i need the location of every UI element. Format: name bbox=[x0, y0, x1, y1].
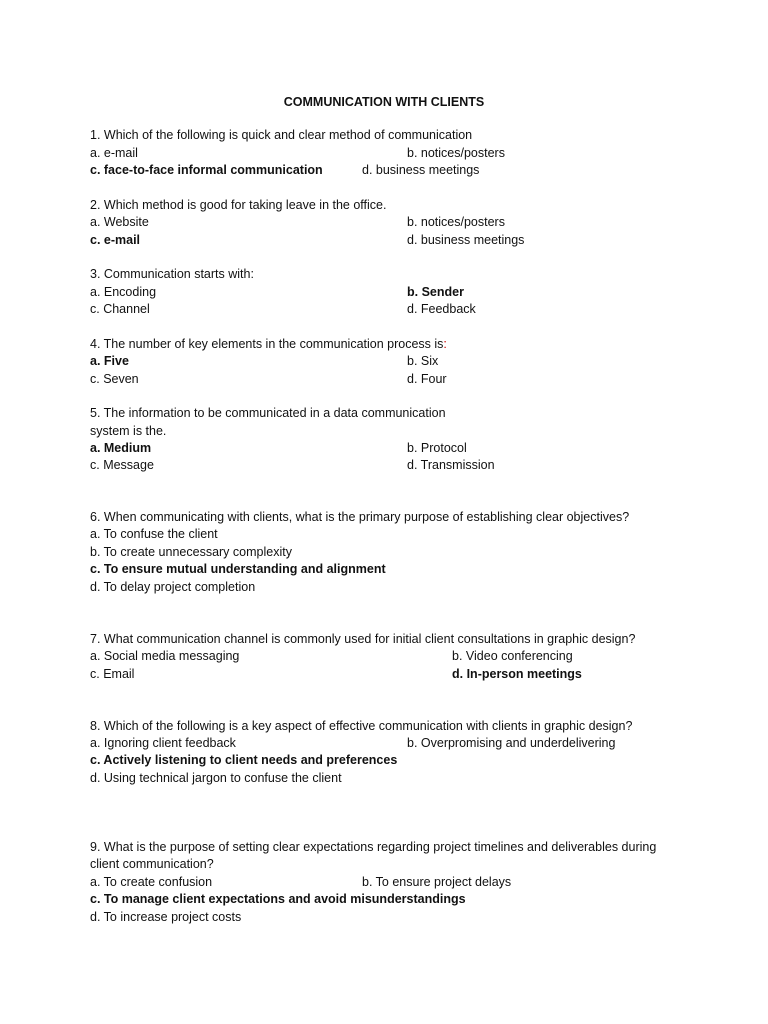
q4-question: 4. The number of key elements in the communication process is bbox=[90, 337, 444, 351]
q3-option-b: b. Sender bbox=[407, 285, 464, 299]
q7-option-b: b. Video conferencing bbox=[452, 649, 573, 663]
q4-option-b: b. Six bbox=[407, 354, 439, 368]
document-title: COMMUNICATION WITH CLIENTS bbox=[283, 95, 485, 109]
q1-option-a: a. e-mail bbox=[90, 146, 138, 160]
q7-question: 7. What communication channel is commonly used for initial client consultations in graphic design? bbox=[90, 632, 636, 646]
q4-option-d: d. Four bbox=[407, 372, 447, 386]
q9-option-c: c. To manage client expectations and avoid misunderstandings bbox=[90, 892, 466, 906]
q5-option-a: a. Medium bbox=[90, 441, 152, 455]
q1-question: 1. Which of the following is quick and clear method of communication bbox=[90, 128, 473, 142]
q2-option-c: c. e-mail bbox=[90, 233, 141, 247]
q1-option-c: c. face-to-face informal communication bbox=[90, 163, 323, 177]
q8-option-b: b. Overpromising and underdelivering bbox=[407, 736, 616, 750]
q9-question-line2: client communication? bbox=[90, 857, 214, 871]
q1-option-d: d. business meetings bbox=[362, 163, 480, 177]
q3-question: 3. Communication starts with: bbox=[90, 267, 254, 281]
q9-option-d: d. To increase project costs bbox=[90, 910, 242, 924]
q6-option-a: a. To confuse the client bbox=[90, 527, 218, 541]
q2-option-b: b. notices/posters bbox=[407, 215, 505, 229]
q5-question-line2: system is the. bbox=[90, 424, 167, 438]
q9-question-line1: 9. What is the purpose of setting clear expectations regarding project timelines and deliverables during bbox=[90, 840, 657, 854]
q1-option-b: b. notices/posters bbox=[407, 146, 505, 160]
q4-option-c: c. Seven bbox=[90, 372, 139, 386]
q5-option-c: c. Message bbox=[90, 458, 154, 472]
q3-option-a: a. Encoding bbox=[90, 285, 157, 299]
q3-option-c: c. Channel bbox=[90, 302, 150, 316]
q9-option-b: b. To ensure project delays bbox=[362, 875, 512, 889]
q2-option-a: a. Website bbox=[90, 215, 149, 229]
q7-option-a: a. Social media messaging bbox=[90, 649, 240, 663]
q7-option-d: d. In-person meetings bbox=[452, 667, 582, 681]
q5-question-line1: 5. The information to be communicated in a data communication bbox=[90, 406, 446, 420]
q9-option-a: a. To create confusion bbox=[90, 875, 213, 889]
q2-option-d: d. business meetings bbox=[407, 233, 525, 247]
q4-question-row bbox=[90, 336, 447, 353]
q6-option-b: b. To create unnecessary complexity bbox=[90, 545, 292, 559]
q5-option-b: b. Protocol bbox=[407, 441, 467, 455]
q4-option-a: a. Five bbox=[90, 354, 129, 368]
q3-option-d: d. Feedback bbox=[407, 302, 476, 316]
q8-option-d: d. Using technical jargon to confuse the client bbox=[90, 771, 342, 785]
q6-option-d: d. To delay project completion bbox=[90, 580, 256, 594]
q6-option-c: c. To ensure mutual understanding and alignment bbox=[90, 562, 386, 576]
q5-option-d: d. Transmission bbox=[407, 458, 495, 472]
q8-option-c: c. Actively listening to client needs and preferences bbox=[90, 753, 398, 767]
q6-question: 6. When communicating with clients, what is the primary purpose of establishing clear objectives? bbox=[90, 510, 630, 524]
q4-question-colon: : bbox=[443, 337, 447, 351]
q7-option-c: c. Email bbox=[90, 667, 135, 681]
q2-question: 2. Which method is good for taking leave in the office. bbox=[90, 198, 387, 212]
q8-option-a: a. Ignoring client feedback bbox=[90, 736, 236, 750]
q8-question: 8. Which of the following is a key aspect of effective communication with clients in graphic design? bbox=[90, 719, 633, 733]
